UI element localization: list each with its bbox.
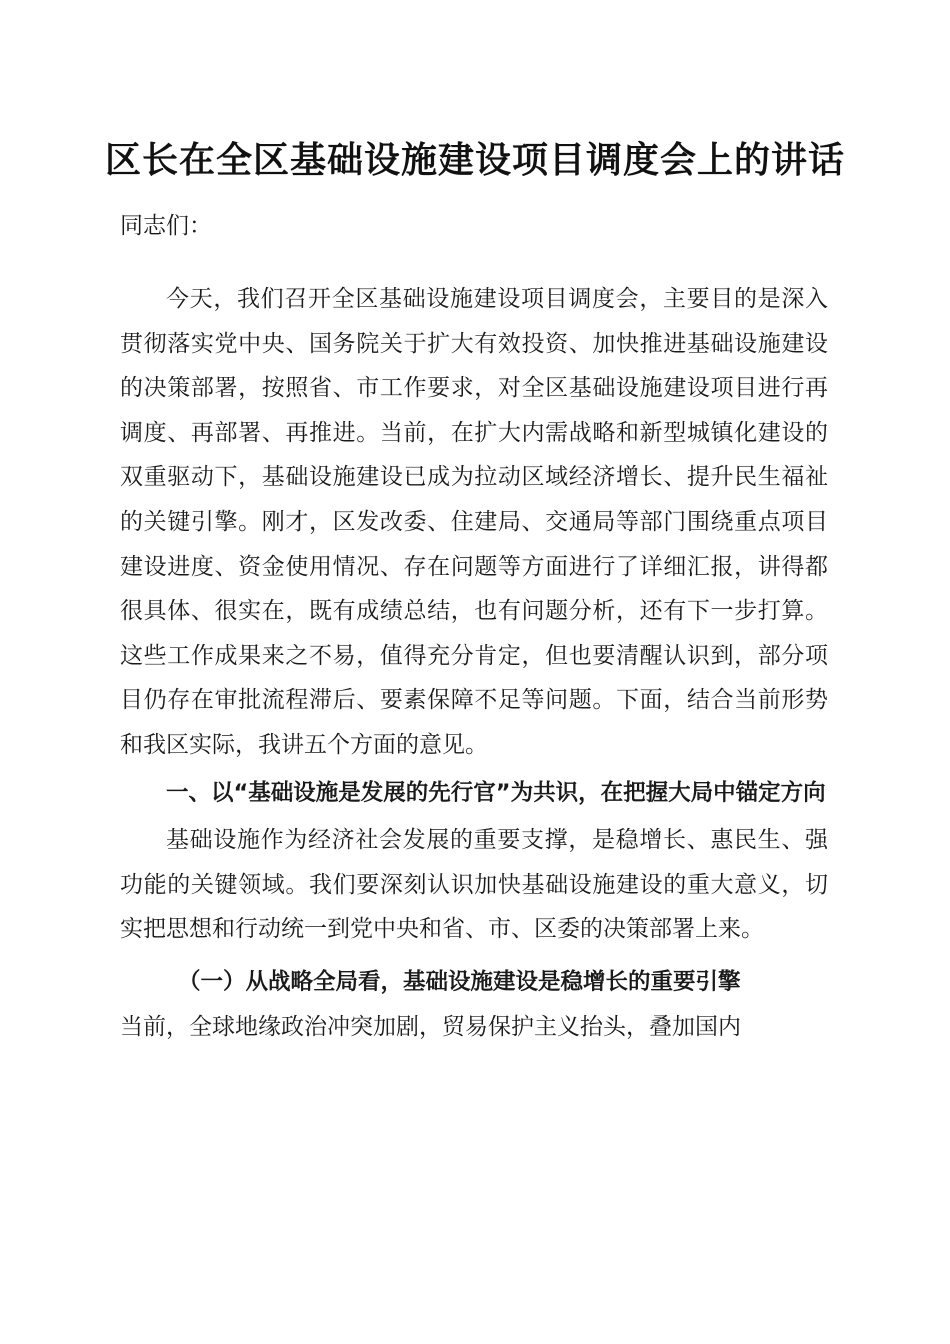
document-body	[120, 277, 828, 1049]
section-1-paragraph: 基础设施作为经济社会发展的重要支撑，是稳增长、惠民生、强功能的关键领域。我们要深刻认识加快基础设施建设的重大意义，切实把思想和行动统一到党中央和省、市、区委的决策部署上来。	[120, 827, 828, 943]
document-title: 区长在全区基础设施建设项目调度会上的讲话	[104, 139, 845, 181]
salutation: 同志们：	[120, 213, 212, 239]
intro-paragraph: 今天，我们召开全区基础设施建设项目调度会，主要目的是深入贯彻落实党中央、国务院关于扩大有效投资、加快推进基础设施建设的决策部署，按照省、市工作要求，对全区基础设施建设项目进行再调度、再部署、再推进。当前，在扩大内需战略和新型城镇化建设的双重驱动下，基础设施建设已成为拉动区域经济增长、提升民生福祉的关键引擎。刚才，区发改委、住建局、交通局等部门围绕重点项目建设进度、资金使用情况、存在问题等方面进行了详细汇报，讲得都很具体、很实在，既有成绩总结，也有问题分析，还有下一步打算。这些工作成果来之不易，值得充分肯定，但也要清醒认识到，部分项目仍存在审批流程滞后、要素保障不足等问题。下面，结合当前形势和我区实际，我讲五个方面的意见。	[120, 286, 828, 758]
subsection-1-paragraph: 当前，全球地缘政治冲突加剧，贸易保护主义抬头，叠加国内	[120, 1013, 741, 1040]
section-1-heading: 一、以“基础设施是发展的先行官”为共识，在把握大局中锚定方向	[166, 779, 826, 806]
subsection-1-heading: （一）从战略全局看，基础设施建设是稳增长的重要引擎	[178, 968, 741, 995]
